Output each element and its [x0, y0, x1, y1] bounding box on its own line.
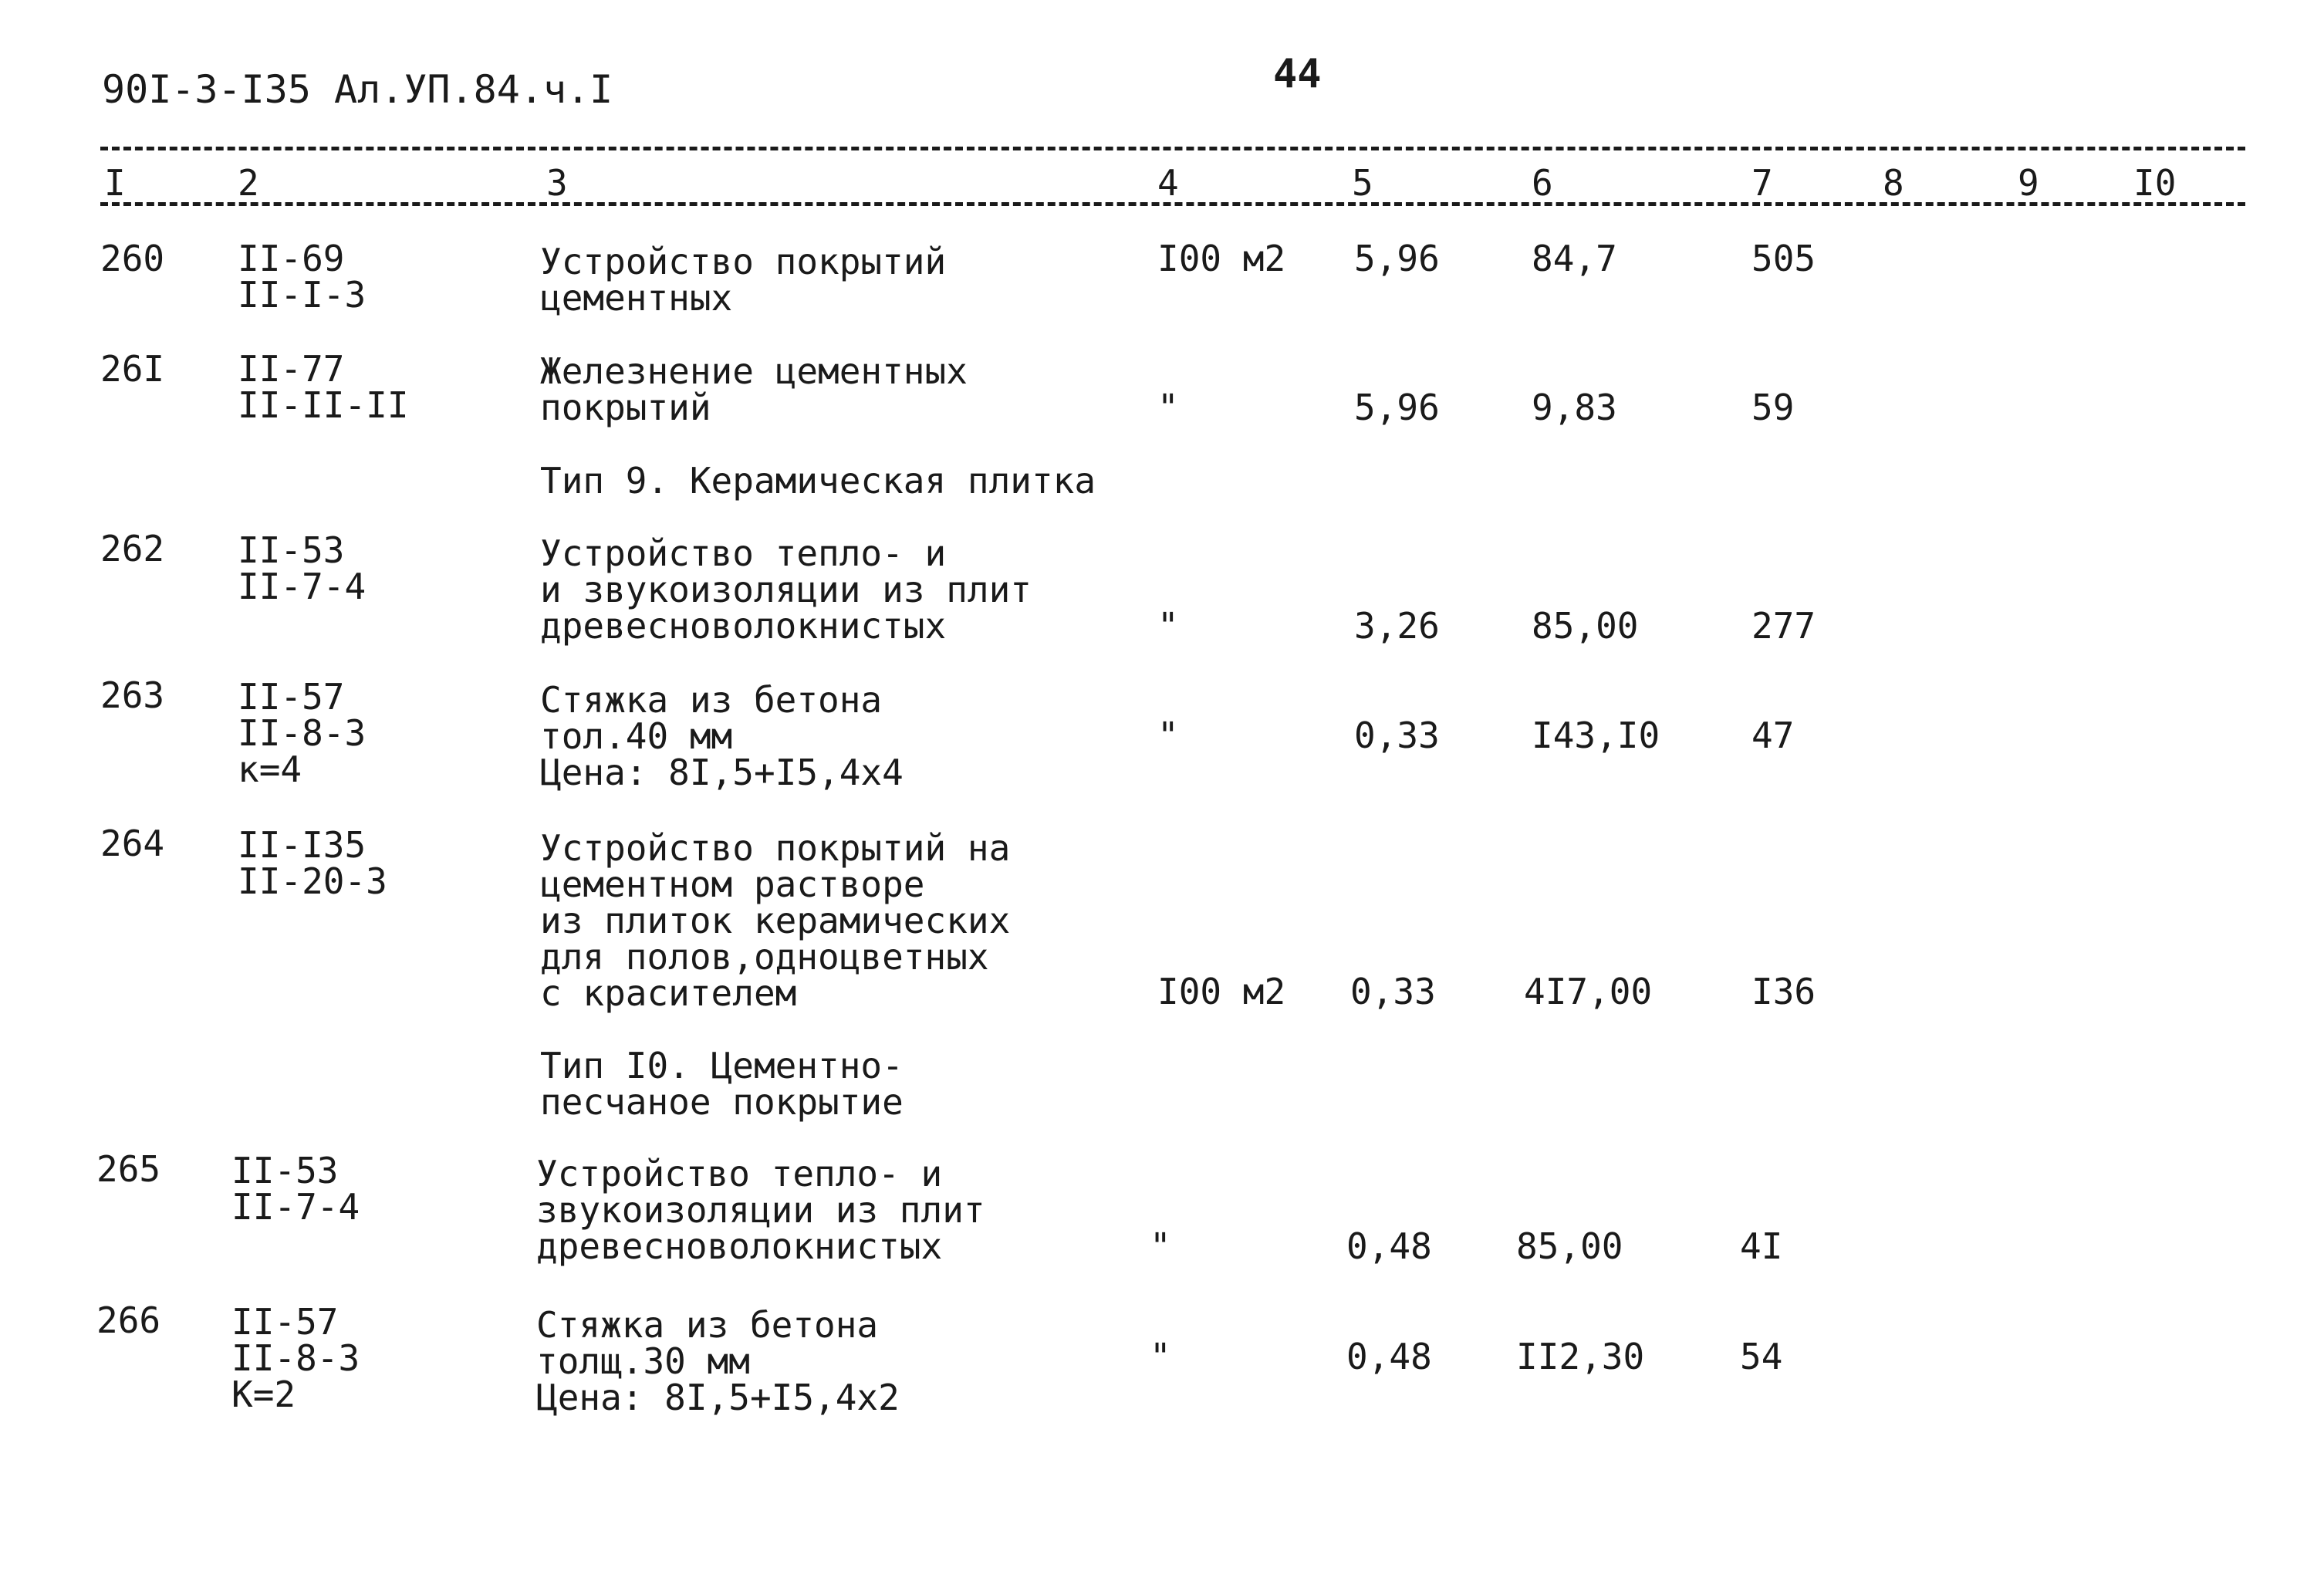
work-description: толщ.30 мм: [536, 1340, 750, 1382]
unit-price: 84,7: [1532, 238, 1617, 279]
work-description: древесноволокнистых: [540, 605, 947, 647]
coefficient: К=2: [231, 1374, 296, 1415]
column-header-10: I0: [2133, 162, 2177, 204]
work-description: с красителем: [540, 972, 797, 1014]
unit: ": [1150, 1336, 1171, 1377]
total-cost: 47: [1751, 715, 1795, 756]
quantity: 0,48: [1346, 1225, 1432, 1267]
norm-code: II-77: [238, 348, 345, 390]
unit-price: 9,83: [1532, 387, 1617, 428]
unit: I00 м2: [1157, 238, 1286, 279]
total-cost: 277: [1751, 605, 1816, 647]
norm-code: II-7-4: [238, 566, 367, 607]
column-header-8: 8: [1883, 162, 1904, 204]
price-formula: Цена: 8I,5+I5,4х2: [536, 1377, 900, 1418]
work-description: Устройство покрытий на: [540, 827, 1011, 869]
column-header-2: 2: [238, 162, 259, 204]
norm-code: II-69: [238, 238, 345, 279]
quantity: 5,96: [1354, 387, 1440, 428]
section-heading: Тип I0. Цементно-: [540, 1045, 904, 1086]
unit: ": [1157, 605, 1179, 647]
work-description: древесноволокнистых: [536, 1225, 943, 1267]
column-header-7: 7: [1751, 162, 1773, 204]
section-heading: песчаное покрытие: [540, 1081, 904, 1123]
unit-price: 85,00: [1516, 1225, 1623, 1267]
work-description: Железнение цементных: [540, 350, 968, 392]
norm-code: II-53: [231, 1150, 339, 1191]
row-number: 266: [96, 1299, 161, 1341]
unit-price: 85,00: [1532, 605, 1639, 647]
work-description: Стяжка из бетона: [536, 1304, 879, 1346]
header-bottom-rule: [100, 202, 2245, 206]
column-header-6: 6: [1532, 162, 1553, 204]
column-header-9: 9: [2018, 162, 2039, 204]
norm-code: II-53: [238, 529, 345, 571]
quantity: 0,48: [1346, 1336, 1432, 1377]
page-number: 44: [1273, 51, 1322, 97]
work-description: покрытий: [540, 387, 711, 428]
total-cost: 59: [1751, 387, 1795, 428]
total-cost: 4I: [1740, 1225, 1783, 1267]
total-cost: 54: [1740, 1336, 1783, 1377]
work-description: Устройство покрытий: [540, 241, 947, 282]
norm-code: II-7-4: [231, 1186, 360, 1228]
norm-code: II-8-3: [238, 712, 367, 754]
work-description: Устройство тепло- и: [540, 532, 947, 574]
coefficient: к=4: [238, 749, 302, 790]
document-code: 90I-3-I35 Ал.УП.84.ч.I: [102, 67, 613, 112]
unit: ": [1157, 715, 1179, 756]
quantity: 0,33: [1350, 971, 1436, 1012]
norm-code: II-I35: [238, 824, 367, 866]
quantity: 3,26: [1354, 605, 1440, 647]
unit-price: I43,I0: [1532, 715, 1660, 756]
quantity: 5,96: [1354, 238, 1440, 279]
norm-code: II-8-3: [231, 1337, 360, 1379]
unit: I00 м2: [1157, 971, 1286, 1012]
price-formula: Цена: 8I,5+I5,4х4: [540, 752, 904, 793]
norm-code: II-20-3: [238, 860, 387, 902]
column-header-3: 3: [546, 162, 568, 204]
column-header-4: 4: [1157, 162, 1179, 204]
work-description: цементных: [540, 277, 733, 319]
column-header-1: I: [104, 162, 126, 204]
total-cost: 505: [1751, 238, 1816, 279]
work-description: цементном растворе: [540, 863, 925, 905]
unit: ": [1157, 387, 1179, 428]
row-number: 262: [100, 528, 165, 569]
row-number: 265: [96, 1148, 161, 1190]
row-number: 26I: [100, 348, 165, 390]
norm-code: II-57: [238, 676, 345, 718]
section-heading: Тип 9. Керамическая плитка: [540, 460, 1096, 502]
header-top-rule: [100, 147, 2245, 150]
unit-price: 4I7,00: [1524, 971, 1653, 1012]
row-number: 263: [100, 674, 165, 716]
work-description: из плиток керамических: [540, 900, 1011, 941]
work-description: тол.40 мм: [540, 715, 733, 757]
norm-code: II-57: [231, 1301, 339, 1343]
work-description: звукоизоляции из плит: [536, 1189, 985, 1231]
work-description: Устройство тепло- и: [536, 1153, 943, 1195]
work-description: Стяжка из бетона: [540, 679, 883, 721]
row-number: 264: [100, 823, 165, 864]
work-description: и звукоизоляции из плит: [540, 569, 1032, 610]
unit-price: II2,30: [1516, 1336, 1645, 1377]
quantity: 0,33: [1354, 715, 1440, 756]
total-cost: I36: [1751, 971, 1816, 1012]
row-number: 260: [100, 238, 165, 279]
norm-code: II-I-3: [238, 274, 367, 316]
work-description: для полов,одноцветных: [540, 936, 989, 978]
norm-code: II-II-II: [238, 384, 409, 426]
column-header-5: 5: [1352, 162, 1373, 204]
unit: ": [1150, 1225, 1171, 1267]
